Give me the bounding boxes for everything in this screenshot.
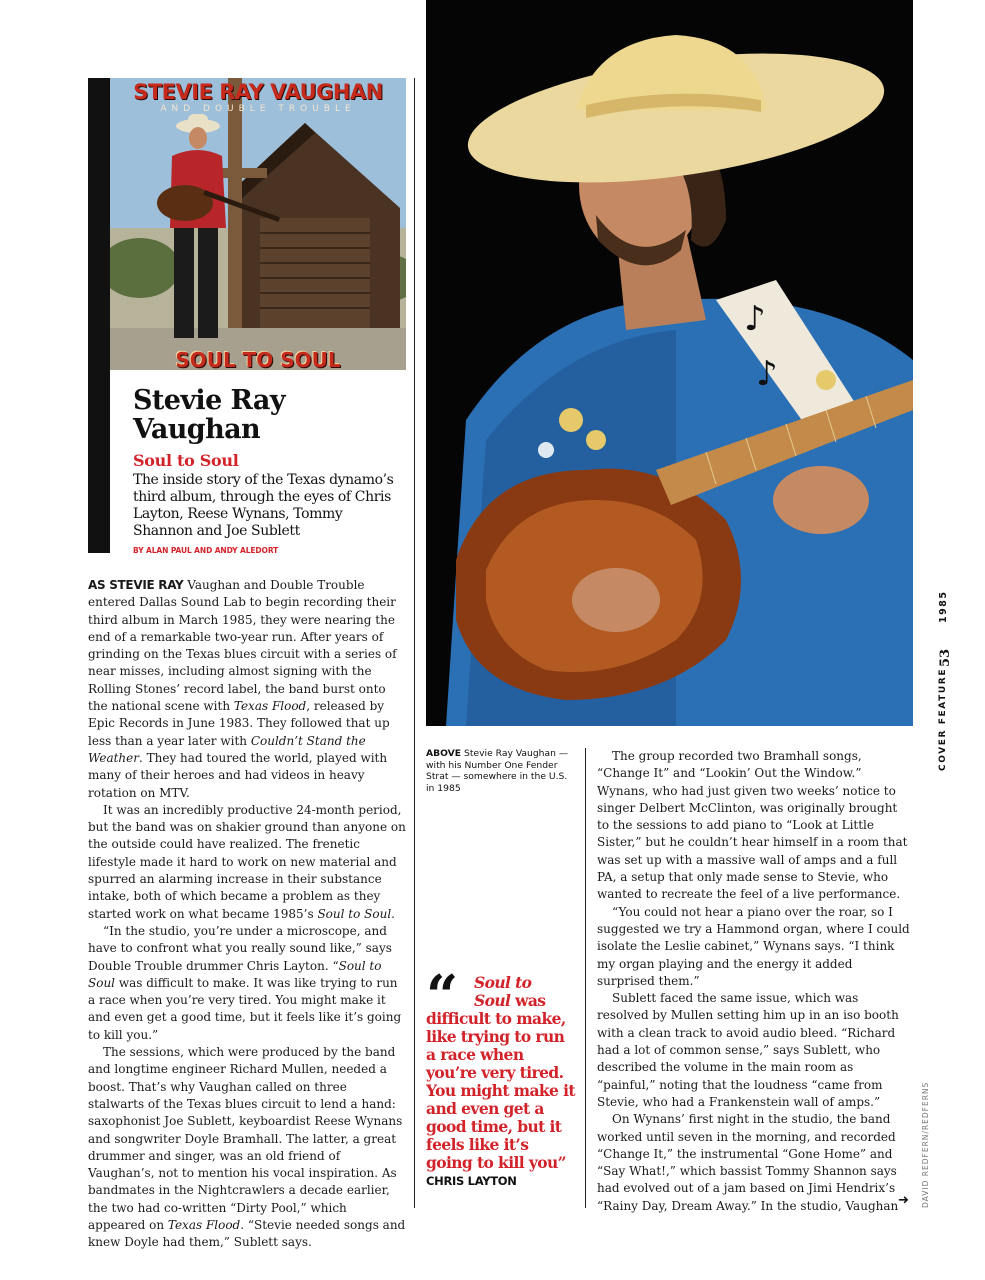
photo-credit: DAVID REDFERN/REDFERNS — [921, 1081, 930, 1208]
cover-artist-name: STEVIE RAY VAUGHAN — [133, 80, 383, 104]
pull-quote-attribution: CHRIS LAYTON — [426, 1174, 517, 1188]
caption-text: Stevie Ray Vaughan — with his Number One Fender Strat — somewhere in the U.S. in 1985 — [426, 748, 569, 794]
body-paragraph — [88, 923, 406, 1044]
pull-quote-lead: Soul — [474, 991, 511, 1010]
cover-shadow-bar — [88, 78, 110, 553]
cover-band-name: AND DOUBLE TROUBLE — [160, 104, 356, 114]
text-run: . “Stevie needed songs and knew Doyle had them,” Sublett says. — [88, 1217, 406, 1250]
body-paragraph — [88, 1044, 406, 1252]
article-headline: Stevie Ray Vaughan — [133, 385, 285, 445]
album-title: Soul to Soul — [88, 958, 382, 990]
text-run: It was an incredibly productive 24-month period, but the band was on shakier ground than anyone on the outside could have realized. The frenetic lifestyle made it hard to work on new material and spurred an alarming increase in their substance intake, both of which became a problem as they started work on what became 1985’s — [88, 802, 406, 921]
body-column-right — [597, 748, 912, 1215]
album-title: Soul to Soul — [317, 906, 392, 921]
body-column-left — [88, 577, 406, 1252]
svg-text:♪: ♪ — [756, 354, 778, 394]
pull-quote-body: was difficult to make, like trying to run a race when you’re very tired. You might make it and even get a good time, but it feels like it’s going to kill you” — [426, 991, 575, 1172]
text-run: Vaughan and Double Trouble entered Dallas Sound Lab to begin recording their third album in March 1985, they were nearing the end of a remarkable two-year run. After years of grinding on the Texas blues circuit with a series of near misses, including almost signing with the Rolling Stones’ record label, the band burst onto the national scene with — [88, 578, 397, 714]
text-run: , released by Epic Records in June 1983. They followed that up less than a year later with — [88, 699, 390, 748]
page-number: 53 — [938, 648, 953, 667]
body-paragraph: Sublett faced the same issue, which was resolved by Mullen setting him up in an iso booth with a clean track to avoid audio bleed. “Richard had a lot of common sense,” says Sublett, who described the volume in the main room as “painful,” noting that the loudness “came from Stevie, who had a Frankenstein wall of amps.” — [597, 991, 899, 1109]
text-run: . — [391, 906, 395, 921]
cover-album-title: SOUL TO SOUL — [175, 348, 341, 370]
album-title: Texas Flood — [167, 1217, 241, 1232]
pull-quote — [426, 963, 576, 1188]
column-divider — [414, 78, 415, 1208]
article-byline: BY ALAN PAUL AND ANDY ALEDORT — [133, 546, 279, 555]
album-title: Texas Flood — [233, 699, 307, 714]
performer-photo — [426, 0, 913, 726]
folio-year: 1985 — [938, 590, 949, 623]
text-run: was difficult to make. It was like trying to run a race when you’re very tired. You might make it and even get a good time, but it feels like it’s going to kill you.” — [88, 975, 402, 1042]
quote-mark-icon: “ — [426, 963, 459, 1029]
section-label: COVER FEATURE — [938, 667, 948, 771]
photo-art — [426, 0, 913, 726]
page-folio — [938, 585, 962, 775]
body-paragraph — [88, 577, 406, 802]
body-paragraph: On Wynans’ first night in the studio, the band worked until seven in the morning, and recorded “Change It,” the instrumental “Gone Home” and “Say What!,” which bassist Tommy Shannon says had evolved out of a jam based on Jimi Hendrix’s “Rainy Day, Dream Away.” In the studio, Vaughan — [597, 1112, 899, 1213]
body-paragraph: The group recorded two Bramhall songs, “Change It” and “Lookin’ Out the Window.” Wynans, who had just given two weeks’ notice to singer Delbert McClinton, was originally brought to the sessions to add piano to “Look at Little Sister,” but he couldn’t hear himself in a room that was set up with a massive wall of amps and a full PA, a setup that only made sense to Stevie, who wanted to recreate the feel of a live performance. — [597, 749, 908, 902]
article-dek: The inside story of the Texas dynamo’s third album, through the eyes of Chris Layton, Reese Wynans, Tommy Shannon and Joe Sublett — [133, 472, 394, 539]
caption-label: ABOVE — [426, 748, 462, 759]
photo-caption — [426, 748, 574, 794]
article-kicker: Soul to Soul — [133, 451, 239, 470]
body-paragraph: “You could not hear a piano over the roar, so I suggested we try a Hammond organ, where I could isolate the Leslie cabinet,” Wynans says. “I think my organ playing and the energy it added surprised them.” — [597, 904, 910, 988]
text-run: The sessions, which were produced by the band and longtime engineer Richard Mullen, needed a boost. That’s why Vaughan called on three stalwarts of the Texas blues circuit to lend a hand: saxophonist Joe Sublett, keyboardist Reese Wynans and songwriter Doyle Bramhall. The latter, a great drummer and singer, was an old friend of Vaughan’s, not to mention his vocal inspiration. As bandmates in the Nightcrawlers a decade earlier, the two had co-written “Dirty Pool,” which appeared on — [88, 1045, 403, 1232]
lead-in: AS STEVIE RAY — [88, 578, 184, 592]
svg-text:♪: ♪ — [744, 299, 766, 339]
continue-arrow-icon: ➜ — [898, 1193, 909, 1208]
text-run: . They had toured the world, played with many of their heroes and had videos in heavy rotation on MTV. — [88, 750, 388, 800]
column-divider — [585, 748, 586, 1208]
body-paragraph — [88, 802, 406, 923]
album-cover-image — [110, 78, 406, 370]
album-cover-art — [110, 78, 406, 370]
pull-quote-lead: Soul to — [474, 973, 532, 992]
album-title: Couldn’t Stand the Weather — [88, 733, 366, 765]
text-run: “In the studio, you’re under a microscope, and have to confront what you really sound like,” says Double Trouble drummer Chris Layton. “ — [88, 923, 392, 973]
